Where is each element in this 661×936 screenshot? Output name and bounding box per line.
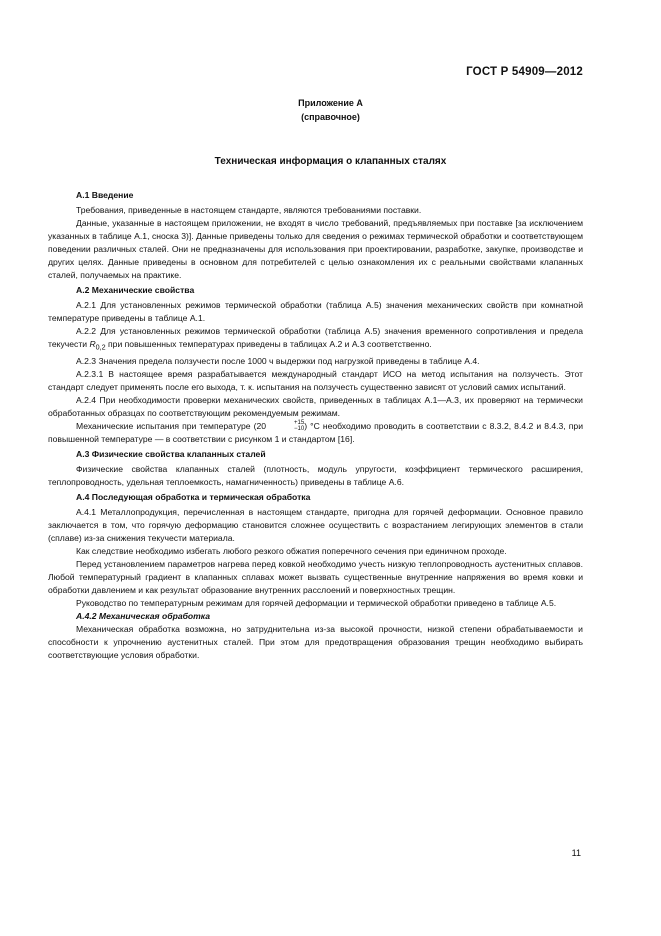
subsection-heading: А.4.2 Механическая обработка (76, 610, 211, 621)
appendix-type: (справочное) (301, 112, 360, 122)
standard-number: ГОСТ Р 54909—2012 (466, 66, 583, 78)
paragraph: А.2.4 При необходимости проверки механических свойств, приведенных в таблицах А.1—А.3, их проверяют на термически обработанных образцах по соответствующим рекомендуемым режимам. (48, 394, 583, 418)
tolerance-minus: −10 (294, 426, 305, 433)
section-heading: А.4 Последующая обработка и термическая обработка (76, 491, 311, 502)
appendix-label: Приложение А (298, 98, 363, 108)
paragraph-text: при повышенных температурах приведены в таблицах А.2 и А.3 соответственно. (105, 339, 432, 349)
tolerance (266, 420, 304, 432)
paragraph: А.2.3 Значения предела ползучести после 1000 ч выдержки под нагрузкой приведены в таблице А.4. (76, 355, 480, 366)
paragraph: А.2.3.1 В настоящее время разрабатывается международный стандарт ИСО на метод испытания на ползучесть. Этот стандарт следует применять после его выхода, т. к. испытания на ползучесть существенно зависят от условий самих испытаний. (48, 368, 583, 392)
tolerance-plus: +15 (294, 420, 305, 427)
paragraph: А.4.1 Металлопродукция, перечисленная в настоящем стандарте, пригодна для горячей деформации. Основное правило заключается в том, что горячую деформацию становится сложнее осуществить с возрастанием легирующих элементов в стали (сплаве) из-за снижения текучести материала. (48, 506, 583, 543)
symbol-r: R (89, 339, 96, 349)
paragraph: Данные, указанные в настоящем приложении, не входят в число требований, предъявляемых при поставке [за исключением указанных в таблице А.1, сноска 3)]. Данные приведены только для сведения о режимах термической обработки и соответствующем поведении различных сталей. Они не предназначены для использования при проектировании, разработке, закупке, производстве и других целях. Данные приведены в основном для потребителей с целью ознакомления их с реальными свойствами клапанных сталей, получаемых на практике. (48, 218, 583, 280)
page-title: Техническая информация о клапанных сталях (214, 156, 447, 167)
page-number: 11 (571, 848, 581, 858)
paragraph-text: А.2.2 Для установленных режимов термической обработки (таблица А.5) значения временного сопротивления и предела текучести (48, 326, 583, 349)
paragraph: Руководство по температурным режимам для горячей деформации и термической обработки приведено в таблице А.5. (76, 597, 557, 608)
appendix-caption (0, 96, 661, 124)
paragraph: Механическая обработка возможна, но затруднительна из-за высокой прочности, низкой степени обрабатываемости и способности к упрочнению аустенитных сталей. При этом для предотвращения образования трещин необходимо выбирать соответствующие условия обработки. (48, 623, 583, 660)
paragraph: А.2.1 Для установленных режимов термической обработки (таблица А.5) значения механических свойств при комнатной температуре приведены в таблице А.1. (48, 300, 583, 323)
paragraph: Перед установлением параметров нагрева перед ковкой необходимо учесть низкую теплопроводность аустенитных сплавов. Любой температурный градиент в клапанных сплавах может вызвать существенные внутренние напряжения во время ковки и обработки давлением и как результат образование внутренних расслоений и поверхностных трещин. (48, 558, 583, 595)
paragraph (48, 420, 583, 446)
paragraph: Как следствие необходимо избегать любого резкого обжатия поперечного сечения при единичном проходе. (76, 545, 507, 556)
symbol-subscript: 0,2 (95, 343, 106, 352)
paragraph (48, 325, 583, 355)
section-heading: А.2 Механические свойства (76, 285, 195, 295)
body-text (48, 187, 583, 662)
section-heading: А.1 Введение (76, 190, 134, 200)
section-heading: А.3 Физические свойства клапанных сталей (76, 448, 266, 459)
paragraph: Требования, приведенные в настоящем стандарте, являются требованиями поставки. (76, 205, 422, 215)
paragraph-text: Механические испытания при температуре (20 (76, 420, 267, 431)
paragraph: Физические свойства клапанных сталей (плотность, модуль упругости, коэффициент термического расширения, теплопроводность, удельная теплоемкость, намагниченность) приведены в таблице А.6. (48, 463, 583, 487)
paragraph-text: ) °С необходимо проводить в соответствии с 8.3.2, 8.4.2 и 8.4.3, при повышенной температуре — в соответствии с рисунком 1 и стандартом [16]. (48, 420, 584, 444)
